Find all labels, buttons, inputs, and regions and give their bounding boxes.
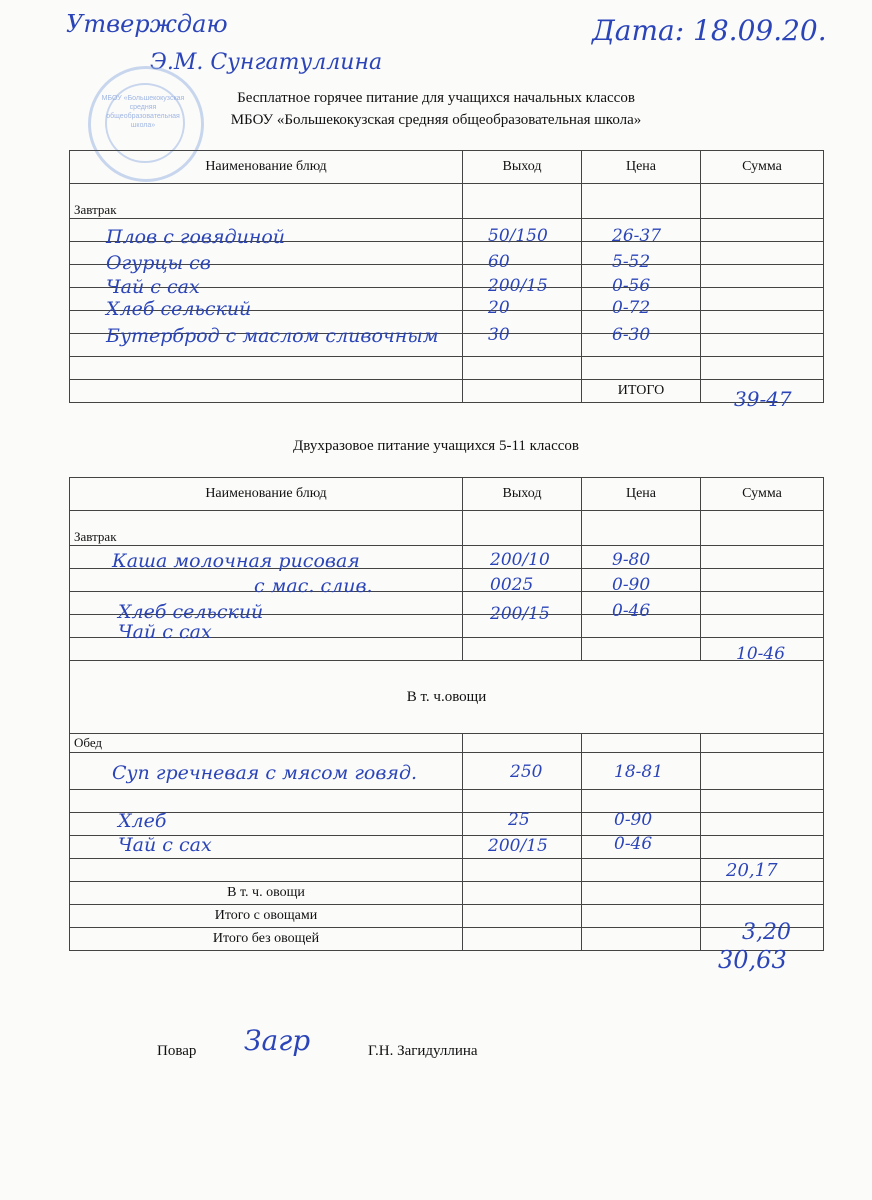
primary-item-name: Хлеб сельский	[106, 298, 252, 320]
secondary-menu-table	[69, 477, 824, 951]
header-name: Наименование блюд	[70, 151, 463, 184]
header-sum: Сумма	[701, 151, 824, 184]
approval-date: Дата: 18.09.20.	[592, 14, 827, 47]
breakfast-item-yield: 200/10	[490, 550, 550, 570]
lunch-item-price: 0-46	[614, 834, 653, 854]
lunch-label: Обед	[70, 734, 463, 753]
header-name: Наименование блюд	[70, 478, 463, 511]
lunch-item-name: Хлеб	[118, 810, 167, 832]
with-veg-label: Итого с овощами	[70, 905, 463, 928]
section-row	[70, 734, 824, 753]
total-row	[70, 380, 824, 403]
header-price: Цена	[582, 151, 701, 184]
table-row	[70, 859, 824, 882]
table-row	[70, 790, 824, 813]
primary-item-price: 5-52	[612, 252, 651, 272]
summary-row	[70, 905, 824, 928]
without-veg-value: 30,63	[718, 946, 787, 974]
page-title-line2: МБОУ «Большекокузская средняя общеобразовательная школа»	[230, 112, 642, 128]
breakfast-item-price: 0-46	[612, 601, 651, 621]
primary-item-yield: 30	[488, 325, 510, 345]
approval-signature: Э.М. Сунгатуллина	[150, 50, 383, 75]
lunch-item-yield: 200/15	[488, 836, 548, 856]
total-label: ИТОГО	[582, 380, 701, 403]
table-header-row	[70, 151, 824, 184]
primary-item-price: 26-37	[612, 226, 662, 246]
breakfast-sum: 10-46	[736, 644, 786, 664]
breakfast-item-name: с мас. слив.	[254, 575, 373, 597]
cook-label: Повар	[157, 1043, 197, 1059]
primary-item-price: 0-56	[612, 276, 651, 296]
stamp-text: МБОУ «Большекокузская средняя общеобразовательная школа»	[101, 95, 185, 129]
header-price: Цена	[582, 478, 701, 511]
vegetables-row	[70, 661, 824, 734]
lunch-item-yield: 250	[510, 762, 543, 782]
breakfast-item-yield: 0025	[490, 575, 534, 595]
approval-label: Утверждаю	[66, 10, 228, 38]
primary-item-yield: 200/15	[488, 276, 548, 296]
with-veg-value: 3,20	[742, 920, 791, 945]
page-title-line1: Бесплатное горячее питание для учащихся начальных классов	[237, 90, 635, 106]
vegetables-label: В т. ч.овощи	[70, 661, 824, 734]
breakfast-item-name: Чай с сах	[118, 621, 212, 643]
breakfast-item-price: 9-80	[612, 550, 651, 570]
table-row	[70, 357, 824, 380]
lunch-item-price: 18-81	[614, 762, 664, 782]
primary-item-name: Бутерброд с маслом сливочным	[106, 325, 439, 347]
lunch-item-yield: 25	[508, 810, 530, 830]
second-section-title: Двухразовое питание учащихся 5-11 классов	[293, 438, 579, 454]
header-yield: Выход	[463, 151, 582, 184]
primary-item-yield: 50/150	[488, 226, 548, 246]
primary-item-name: Огурцы св	[106, 252, 211, 274]
primary-item-price: 6-30	[612, 325, 651, 345]
cook-name: Г.Н. Загидуллина	[368, 1043, 478, 1059]
cook-signature: Загр	[244, 1024, 311, 1057]
table-header-row	[70, 478, 824, 511]
without-veg-label: Итого без овощей	[70, 928, 463, 951]
breakfast-item-name: Хлеб сельский	[118, 601, 264, 623]
primary-item-yield: 20	[488, 298, 510, 318]
section-label: Завтрак	[70, 184, 463, 219]
summary-row	[70, 928, 824, 951]
lunch-item-name: Суп гречневая с мясом говяд.	[112, 762, 418, 784]
lunch-sum: 20,17	[726, 860, 778, 881]
header-sum: Сумма	[701, 478, 824, 511]
primary-item-name: Плов с говядиной	[106, 226, 286, 248]
breakfast-item-yield: 200/15	[490, 604, 550, 624]
summary-row	[70, 882, 824, 905]
lunch-item-price: 0-90	[614, 810, 653, 830]
veg-label: В т. ч. овощи	[70, 882, 463, 905]
primary-total-value: 39-47	[734, 387, 792, 411]
header-yield: Выход	[463, 478, 582, 511]
primary-item-price: 0-72	[612, 298, 651, 318]
table-row	[70, 813, 824, 836]
primary-item-name: Чай с сах	[106, 276, 200, 298]
section-row	[70, 511, 824, 546]
breakfast-item-name: Каша молочная рисовая	[112, 550, 360, 572]
section-row	[70, 184, 824, 219]
breakfast-label: Завтрак	[70, 511, 463, 546]
primary-item-yield: 60	[488, 252, 510, 272]
breakfast-item-price: 0-90	[612, 575, 651, 595]
lunch-item-name: Чай с сах	[118, 834, 212, 856]
